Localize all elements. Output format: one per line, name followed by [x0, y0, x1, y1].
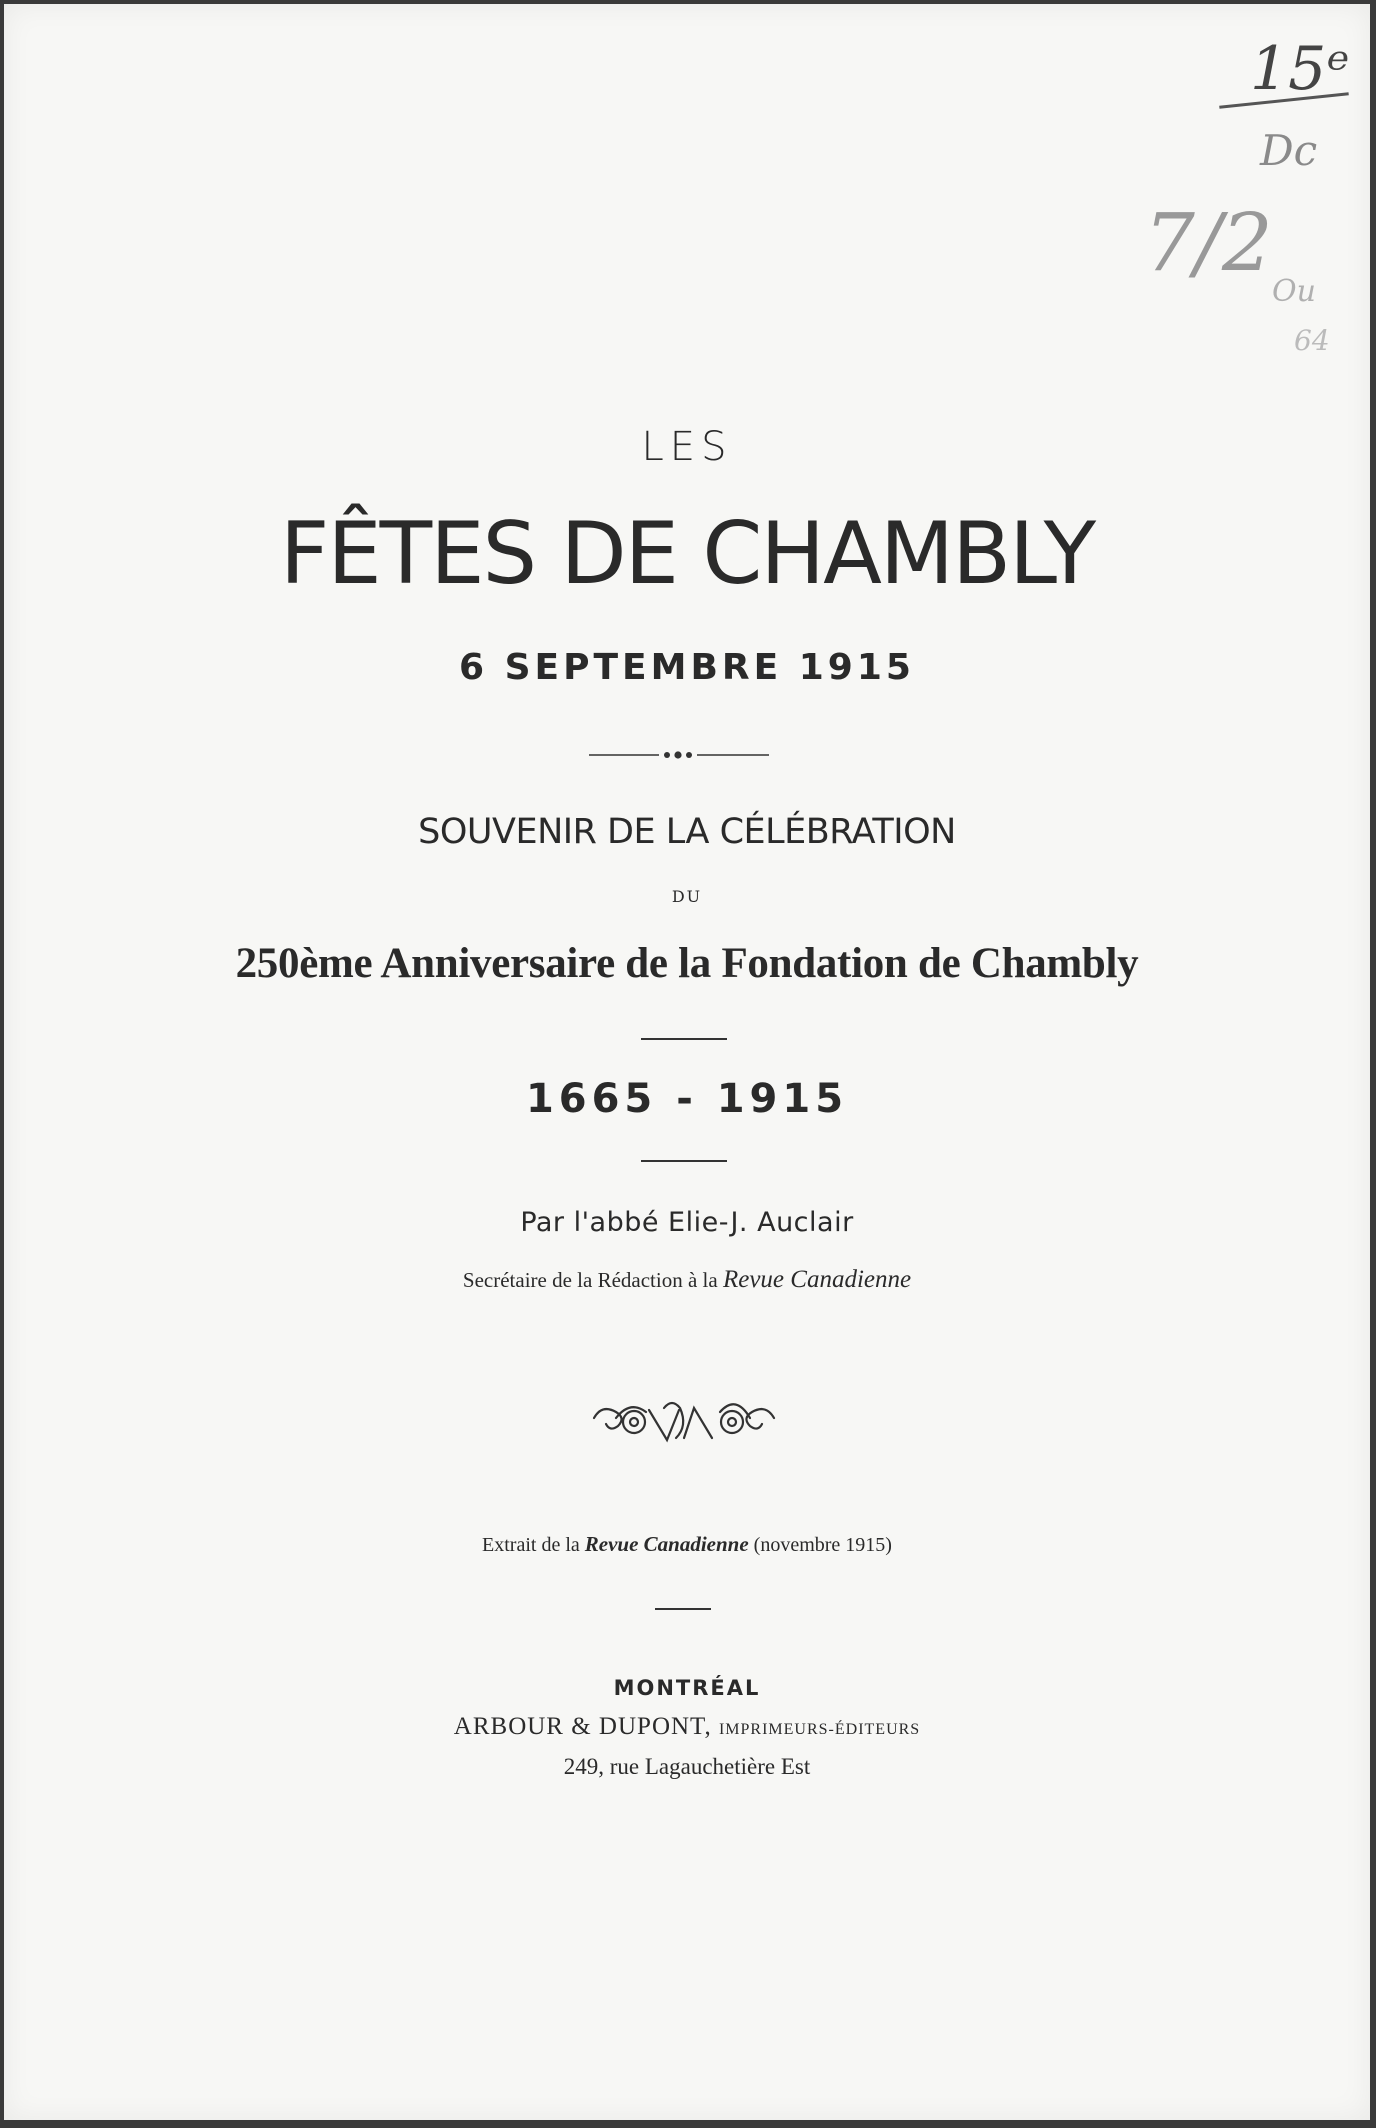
short-rule	[641, 1160, 727, 1162]
extract-line	[4, 1532, 1370, 1557]
extract-suffix: (novembre 1915)	[753, 1534, 892, 1556]
souvenir-heading: SOUVENIR DE LA CÉLÉBRATION	[418, 812, 956, 852]
imprint-address: 249, rue Lagauchetière Est	[563, 1754, 811, 1779]
extract-prefix: Extrait de la	[482, 1534, 580, 1556]
handwritten-annotation: Dc	[1260, 126, 1318, 175]
divider-ornament	[4, 746, 1370, 758]
handwritten-annotation: 64	[1294, 324, 1330, 357]
handwritten-annotation: Ou	[1272, 274, 1316, 309]
title-les: LES	[641, 424, 733, 470]
journal-name: Revue Canadienne	[722, 1266, 912, 1293]
anniversary-heading: 250ème Anniversaire de la Fondation de Chambly	[235, 940, 1139, 987]
page-title: FÊTES DE CHAMBLY	[279, 504, 1095, 604]
event-date: 6 SEPTEMBRE 1915	[459, 647, 915, 688]
short-rule	[641, 1038, 727, 1040]
flourish-ornament	[4, 1388, 1370, 1448]
short-rule	[655, 1608, 711, 1610]
handwritten-annotation: 15ᵉ	[1250, 34, 1350, 104]
publisher-role: IMPRIMEURS-ÉDITEURS	[718, 1721, 921, 1738]
handwritten-annotation: 7/2	[1144, 196, 1273, 289]
extract-journal: Revue Canadienne	[584, 1532, 749, 1556]
years-range: 1665 - 1915	[525, 1076, 849, 1122]
secretary-prefix: Secrétaire de la Rédaction à la	[462, 1268, 718, 1292]
publisher-name: ARBOUR & DUPONT,	[453, 1713, 712, 1740]
author-line: Par l'abbé Elie-J. Auclair	[520, 1207, 854, 1238]
author-title	[4, 1266, 1370, 1294]
imprint-publisher	[4, 1713, 1370, 1741]
document-page	[4, 4, 1370, 2120]
du-text: DU	[671, 887, 703, 906]
imprint-city: MONTRÉAL	[613, 1676, 761, 1700]
